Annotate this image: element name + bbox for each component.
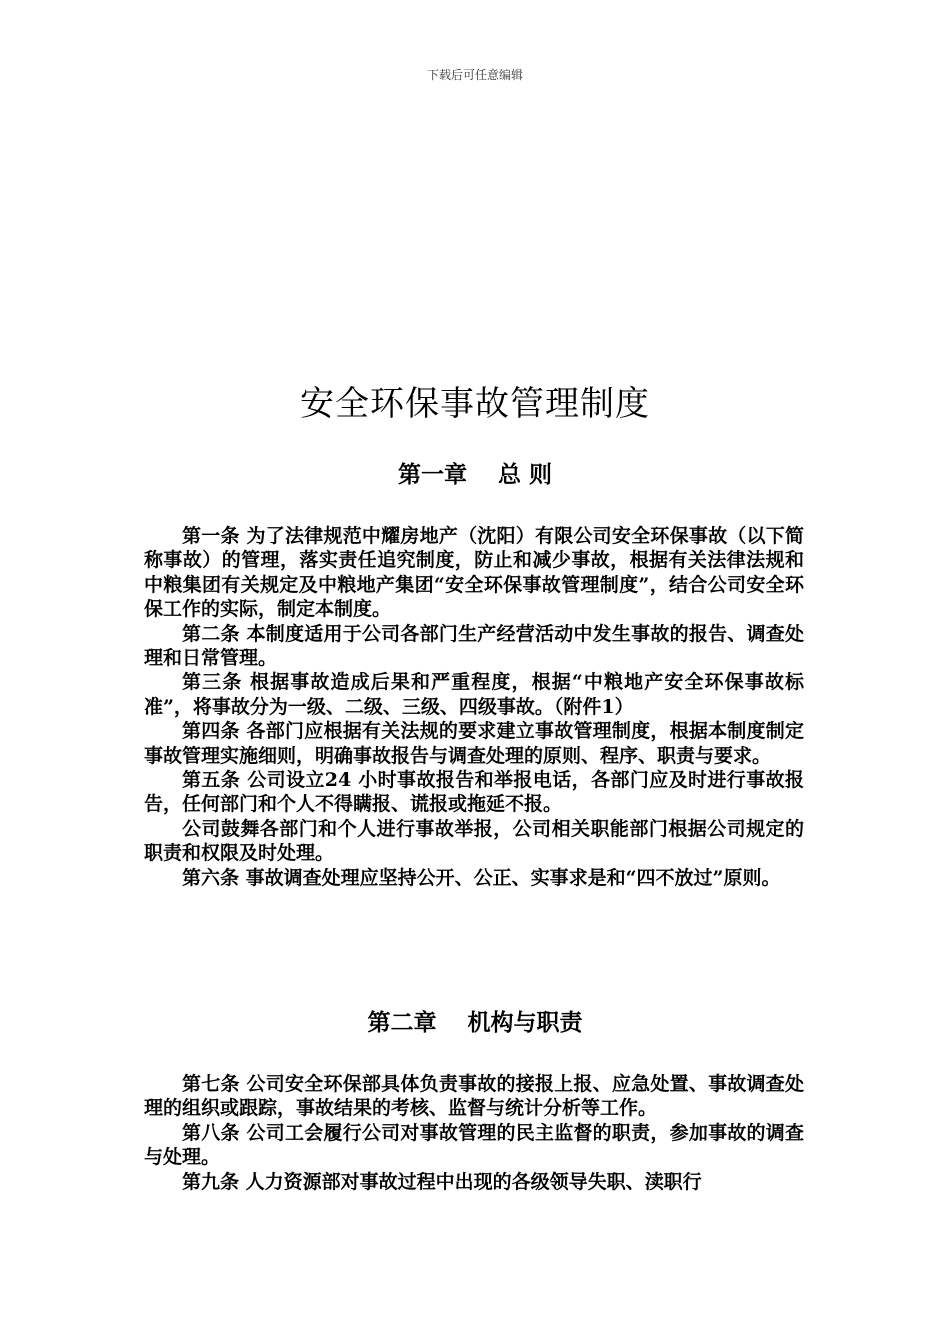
chapter-body [144, 1072, 804, 1194]
article-paragraph: 第二条 本制度适用于公司各部门生产经营活动中发生事故的报告、调查处理和日常管理。 [144, 622, 804, 670]
header-note: 下载后可任意编辑 [426, 68, 523, 82]
chapter-body [144, 524, 804, 890]
article-paragraph: 第九条 人力资源部对事故过程中出现的各级领导失职、渎职行 [182, 1170, 702, 1193]
article-paragraph: 第七条 公司安全环保部具体负责事故的接报上报、应急处置、事故调查处理的组织或跟踪，事故结果的考核、监督与统计分析等工作。 [144, 1073, 804, 1120]
article-paragraph: 第三条 根据事故造成后果和严重程度，根据“中粮地产安全环保事故标准”，将事故分为一级、二级、三级、四级事故。（附件1） [144, 671, 804, 718]
article-paragraph: 第五条 公司设立24 小时事故报告和举报电话，各部门应及时进行事故报告，任何部门和个人不得瞒报、谎报或拖延不报。 [144, 769, 804, 816]
article-paragraph: 公司鼓舞各部门和个人进行事故举报，公司相关职能部门根据公司规定的职责和权限及时处理。 [144, 817, 804, 865]
article-paragraph: 第四条 各部门应根据有关法规的要求建立事故管理制度，根据本制度制定事故管理实施细则，明确事故报告与调查处理的原则、程序、职责与要求。 [144, 720, 804, 767]
article-paragraph: 第一条 为了法律规范中耀房地产（沈阳）有限公司安全环保事故（以下简称事故）的管理，落实责任追究制度，防止和减少事故，根据有关法律法规和中粮集团有关规定及中粮地产集团“安全环保事故管理制度”，结合公司安全环保工作的实际，制定本制度。 [144, 525, 804, 621]
chapter-heading: 第一章 总 则 [397, 461, 552, 488]
document-title: 安全环保事故管理制度 [300, 384, 650, 424]
article-paragraph: 第六条 事故调查处理应坚持公开、公正、实事求是和“四不放过”原则。 [182, 866, 781, 889]
chapter-heading: 第二章 机构与职责 [367, 1009, 583, 1036]
article-paragraph: 第八条 公司工会履行公司对事故管理的民主监督的职责，参加事故的调查与处理。 [144, 1121, 804, 1169]
